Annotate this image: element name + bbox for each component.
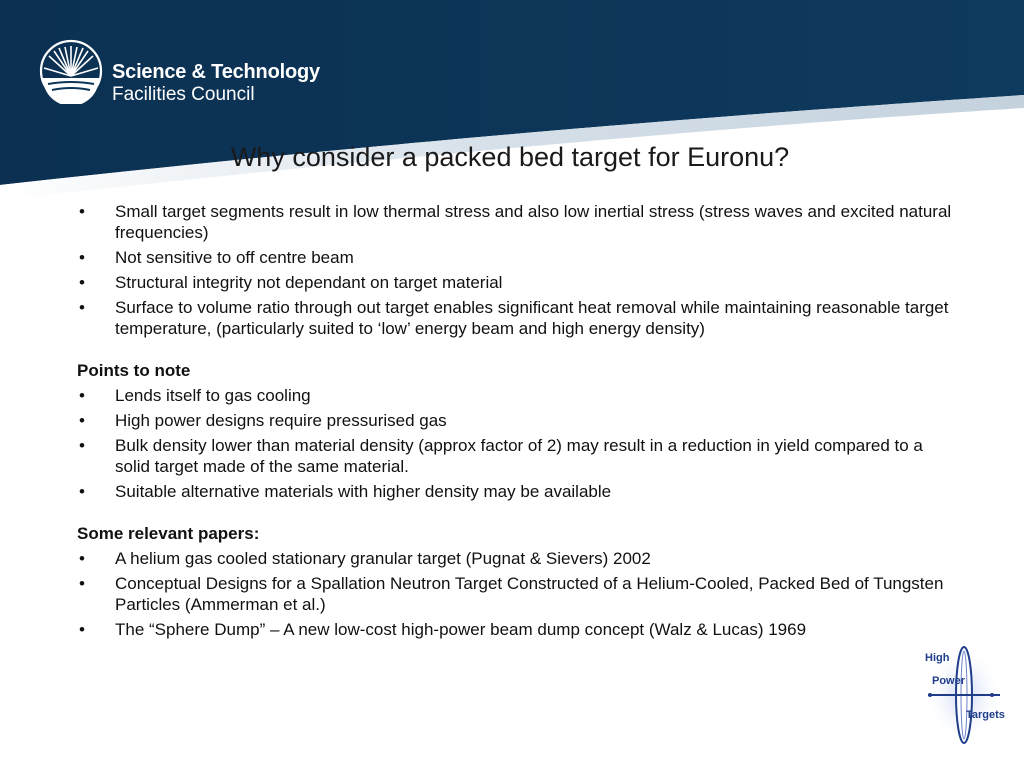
hpt-line2: Power: [932, 675, 966, 687]
hpt-line1: High: [925, 652, 950, 664]
relevant-papers-list: [77, 548, 957, 640]
main-bullet-item: • Structural integrity not dependant on target material: [77, 272, 957, 293]
note-bullet-item: • Suitable alternative materials with higher density may be available: [77, 481, 957, 502]
slide-content: [77, 201, 957, 644]
org-name-line2: Facilities Council: [112, 84, 255, 105]
slide-title: Why consider a packed bed target for Euronu?: [230, 142, 790, 172]
note-bullet-item: • Bulk density lower than material density (approx factor of 2) may result in a reduction in yield compared to a solid target made of the same material.: [77, 435, 957, 477]
stfc-sunburst-logo-icon: [38, 38, 104, 104]
org-name-line1: Science & Technology: [112, 61, 320, 83]
organization-name: [112, 60, 320, 106]
paper-bullet-item: • A helium gas cooled stationary granular target (Pugnat & Sievers) 2002: [77, 548, 957, 569]
main-bullet-item: • Small target segments result in low thermal stress and also low inertial stress (stress waves and excited natural frequencies): [77, 201, 957, 243]
relevant-papers-heading: Some relevant papers:: [77, 524, 260, 543]
note-bullet-item: • High power designs require pressurised gas: [77, 410, 957, 431]
points-to-note-heading: Points to note: [77, 361, 191, 380]
paper-bullet-item: • Conceptual Designs for a Spallation Neutron Target Constructed of a Helium-Cooled, Packed Bed of Tungsten Particles (Ammerman et al.): [77, 573, 957, 615]
paper-bullet-item: • The “Sphere Dump” – A new low-cost high-power beam dump concept (Walz & Lucas) 1969: [77, 619, 957, 640]
high-power-targets-logo: [920, 640, 1008, 750]
hpt-line3: Targets: [966, 709, 1005, 721]
main-bullet-item: • Not sensitive to off centre beam: [77, 247, 957, 268]
main-bullet-item: • Surface to volume ratio through out target enables significant heat removal while maintaining reasonable target temperature, (particularly suited to ‘low’ energy beam and high energy density): [77, 297, 957, 339]
note-bullet-item: • Lends itself to gas cooling: [77, 385, 957, 406]
points-to-note-list: [77, 385, 957, 502]
main-bullet-list: [77, 201, 957, 339]
